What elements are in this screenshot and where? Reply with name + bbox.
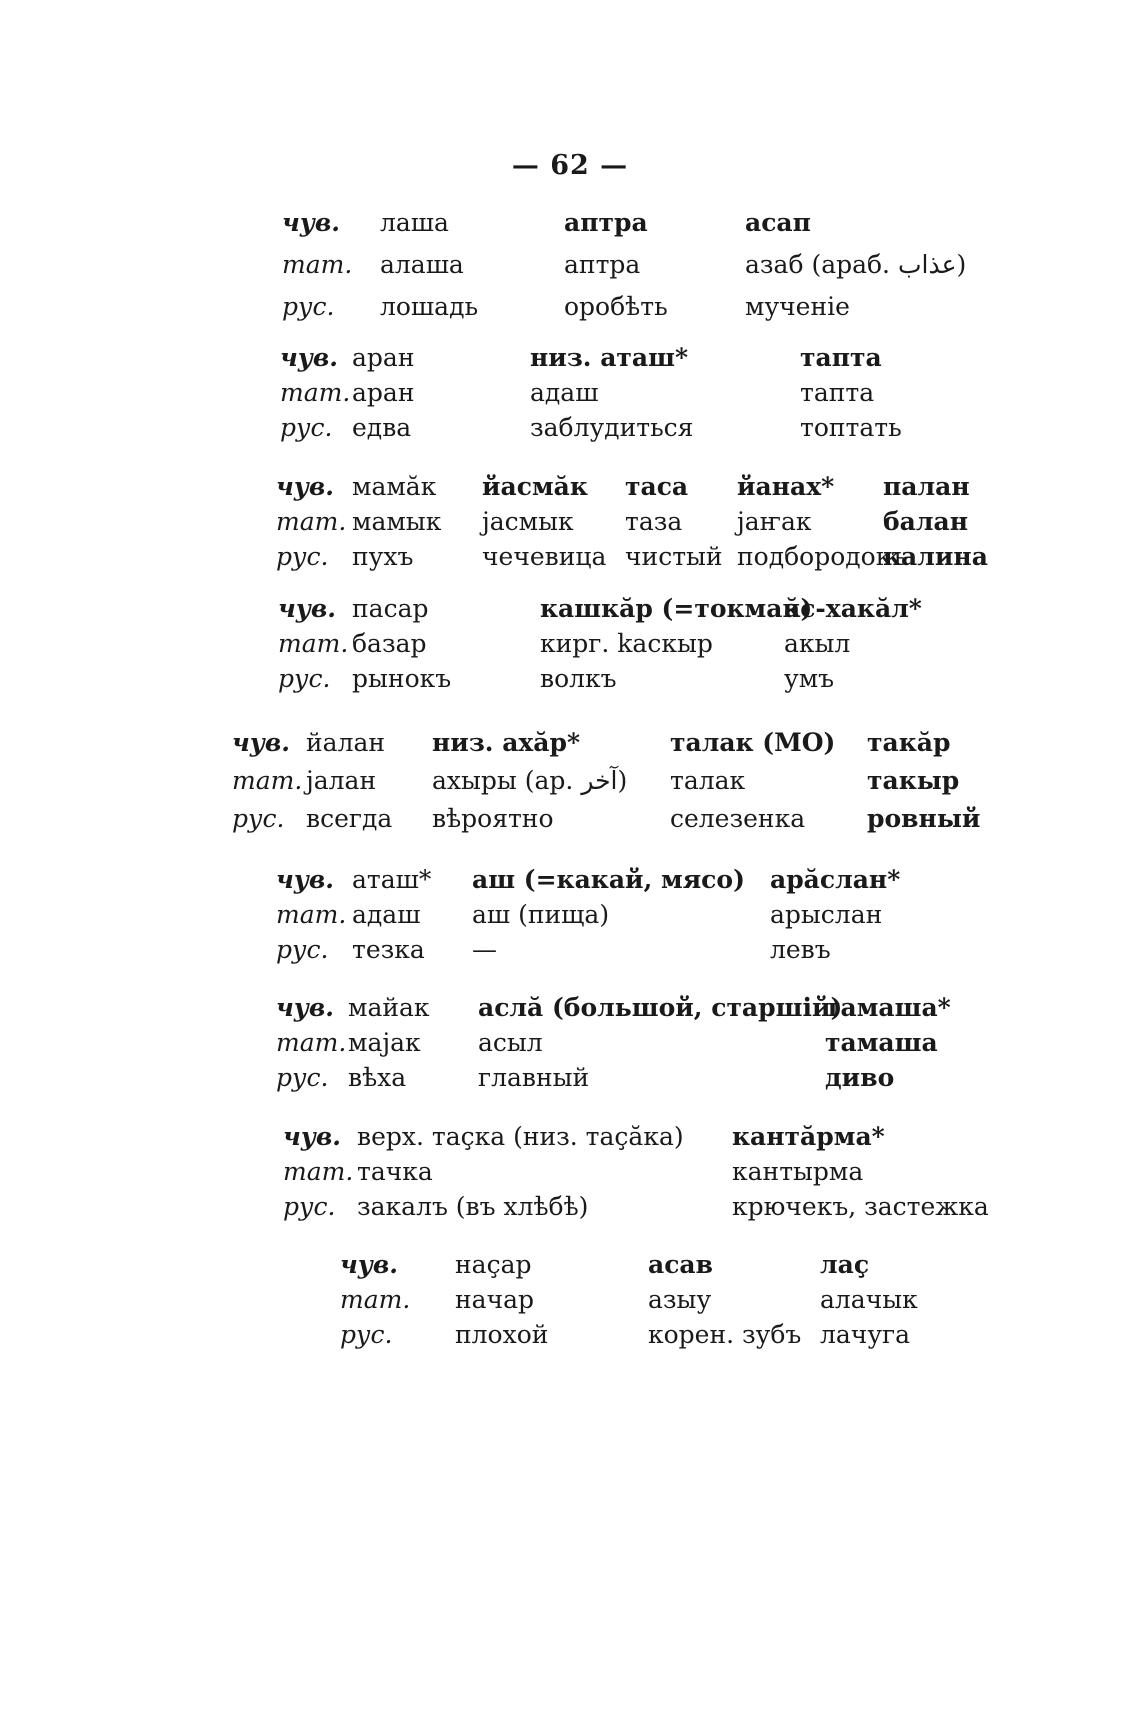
language-label: чув.	[340, 1250, 398, 1279]
word-entry: такăр	[867, 728, 951, 757]
language-label: рус.	[276, 935, 329, 964]
word-entry: волкъ	[540, 664, 617, 693]
word-entry: мамык	[352, 507, 442, 536]
word-entry: мамăк	[352, 472, 437, 501]
word-entry: лаша	[380, 208, 449, 237]
word-entry: палан	[883, 472, 970, 501]
word-entry: селезенка	[670, 804, 806, 833]
word-entry: тапта	[800, 343, 882, 372]
language-label: рус.	[278, 664, 331, 693]
language-label: тат.	[276, 900, 347, 929]
language-label: рус.	[276, 542, 329, 571]
language-label: чув.	[280, 343, 338, 372]
word-entry: лошадь	[380, 292, 479, 321]
language-label: чув.	[282, 208, 340, 237]
word-entry: jалан	[306, 766, 377, 795]
word-entry: алачык	[820, 1285, 918, 1314]
word-entry: лачуга	[820, 1320, 911, 1349]
word-entry: талак (МО)	[670, 728, 836, 757]
word-entry: калина	[883, 542, 988, 571]
word-entry: алаша	[380, 250, 464, 279]
word-entry: тачка	[357, 1157, 433, 1186]
word-entry: диво	[825, 1063, 895, 1092]
word-entry: чистый	[625, 542, 723, 571]
word-entry: низ. ахăр*	[432, 728, 581, 757]
language-label: рус.	[282, 292, 335, 321]
language-label: рус.	[340, 1320, 393, 1349]
word-entry: наҫар	[455, 1250, 532, 1279]
word-entry: асыл	[478, 1028, 543, 1057]
word-entry: пухъ	[352, 542, 414, 571]
word-entry: азаб (араб. عذاب)	[745, 250, 967, 279]
word-entry: таса	[625, 472, 689, 501]
word-entry: тамаша*	[825, 993, 951, 1022]
language-label: тат.	[276, 507, 347, 536]
language-label: чув.	[283, 1122, 341, 1151]
word-entry: аташ*	[352, 865, 432, 894]
word-entry: арăслан*	[770, 865, 901, 894]
word-entry: корен. зубъ	[648, 1320, 802, 1349]
language-label: чув.	[278, 594, 336, 623]
language-label: рус.	[276, 1063, 329, 1092]
word-entry: главный	[478, 1063, 590, 1092]
word-entry: асап	[745, 208, 811, 237]
word-entry: арыслан	[770, 900, 883, 929]
word-entry: крючекъ, застежка	[732, 1192, 989, 1221]
language-label: тат.	[278, 629, 349, 658]
word-entry: рынокъ	[352, 664, 452, 693]
language-label: рус.	[280, 413, 333, 442]
word-entry: аптра	[564, 250, 641, 279]
word-entry: такыр	[867, 766, 960, 795]
language-label: тат.	[276, 1028, 347, 1057]
word-entry: левъ	[770, 935, 831, 964]
word-entry: плохой	[455, 1320, 549, 1349]
word-entry: аптра	[564, 208, 648, 237]
word-entry: мученіе	[745, 292, 850, 321]
word-entry: аш (=какай, мясо)	[472, 865, 745, 894]
language-label: чув.	[276, 472, 334, 501]
word-entry: йасмăк	[482, 472, 588, 501]
language-label: тат.	[280, 378, 351, 407]
word-entry: jаҥак	[737, 507, 812, 536]
word-entry: ахыры (ар. آخر)	[432, 766, 628, 795]
word-entry: базар	[352, 629, 427, 658]
word-entry: майак	[348, 993, 430, 1022]
language-label: тат.	[283, 1157, 354, 1186]
word-entry: аслă (большой, старшій)	[478, 993, 843, 1022]
word-entry: кирг. kаскыр	[540, 629, 713, 658]
word-entry: аран	[352, 378, 415, 407]
word-entry: адаш	[352, 900, 421, 929]
language-label: тат.	[282, 250, 353, 279]
word-entry: кантырма	[732, 1157, 864, 1186]
word-entry: лаҫ	[820, 1250, 870, 1279]
word-entry: акыл	[784, 629, 851, 658]
word-entry: таза	[625, 507, 683, 536]
word-entry: умъ	[784, 664, 835, 693]
word-entry: асав	[648, 1250, 713, 1279]
language-label: рус.	[232, 804, 285, 833]
word-entry: чечевица	[482, 542, 607, 571]
language-label: тат.	[340, 1285, 411, 1314]
word-entry: начар	[455, 1285, 535, 1314]
word-entry: маjак	[348, 1028, 421, 1057]
word-entry: —	[472, 935, 497, 964]
word-entry: jасмык	[482, 507, 574, 536]
word-entry: тезка	[352, 935, 425, 964]
word-entry: йалан	[306, 728, 386, 757]
word-entry: вѣха	[348, 1063, 407, 1092]
word-entry: вѣроятно	[432, 804, 554, 833]
word-entry: низ. аташ*	[530, 343, 689, 372]
word-entry: кантăрма*	[732, 1122, 885, 1151]
word-entry: ăс-хакăл*	[784, 594, 922, 623]
word-entry: ровный	[867, 804, 981, 833]
word-entry: подбородокъ	[737, 542, 908, 571]
word-entry: тапта	[800, 378, 875, 407]
page-number: — 62 —	[511, 150, 629, 181]
word-entry: кашкăр (=токмак)	[540, 594, 813, 623]
language-label: рус.	[283, 1192, 336, 1221]
word-entry: оробѣть	[564, 292, 668, 321]
word-entry: заблудиться	[530, 413, 694, 442]
word-entry: азыу	[648, 1285, 712, 1314]
language-label: чув.	[232, 728, 290, 757]
language-label: тат.	[232, 766, 303, 795]
word-entry: едва	[352, 413, 412, 442]
word-entry: аран	[352, 343, 415, 372]
word-entry: тамаша	[825, 1028, 938, 1057]
word-entry: топтать	[800, 413, 902, 442]
word-entry: всегда	[306, 804, 393, 833]
word-entry: адаш	[530, 378, 599, 407]
word-entry: балан	[883, 507, 968, 536]
word-entry: пасар	[352, 594, 429, 623]
word-entry: талак	[670, 766, 746, 795]
language-label: чув.	[276, 865, 334, 894]
word-entry: йанах*	[737, 472, 835, 501]
language-label: чув.	[276, 993, 334, 1022]
word-entry: закалъ (въ хлѣбѣ)	[357, 1192, 589, 1221]
word-entry: верх. таҫка (низ. таҫăка)	[357, 1122, 684, 1151]
word-entry: аш (пища)	[472, 900, 610, 929]
